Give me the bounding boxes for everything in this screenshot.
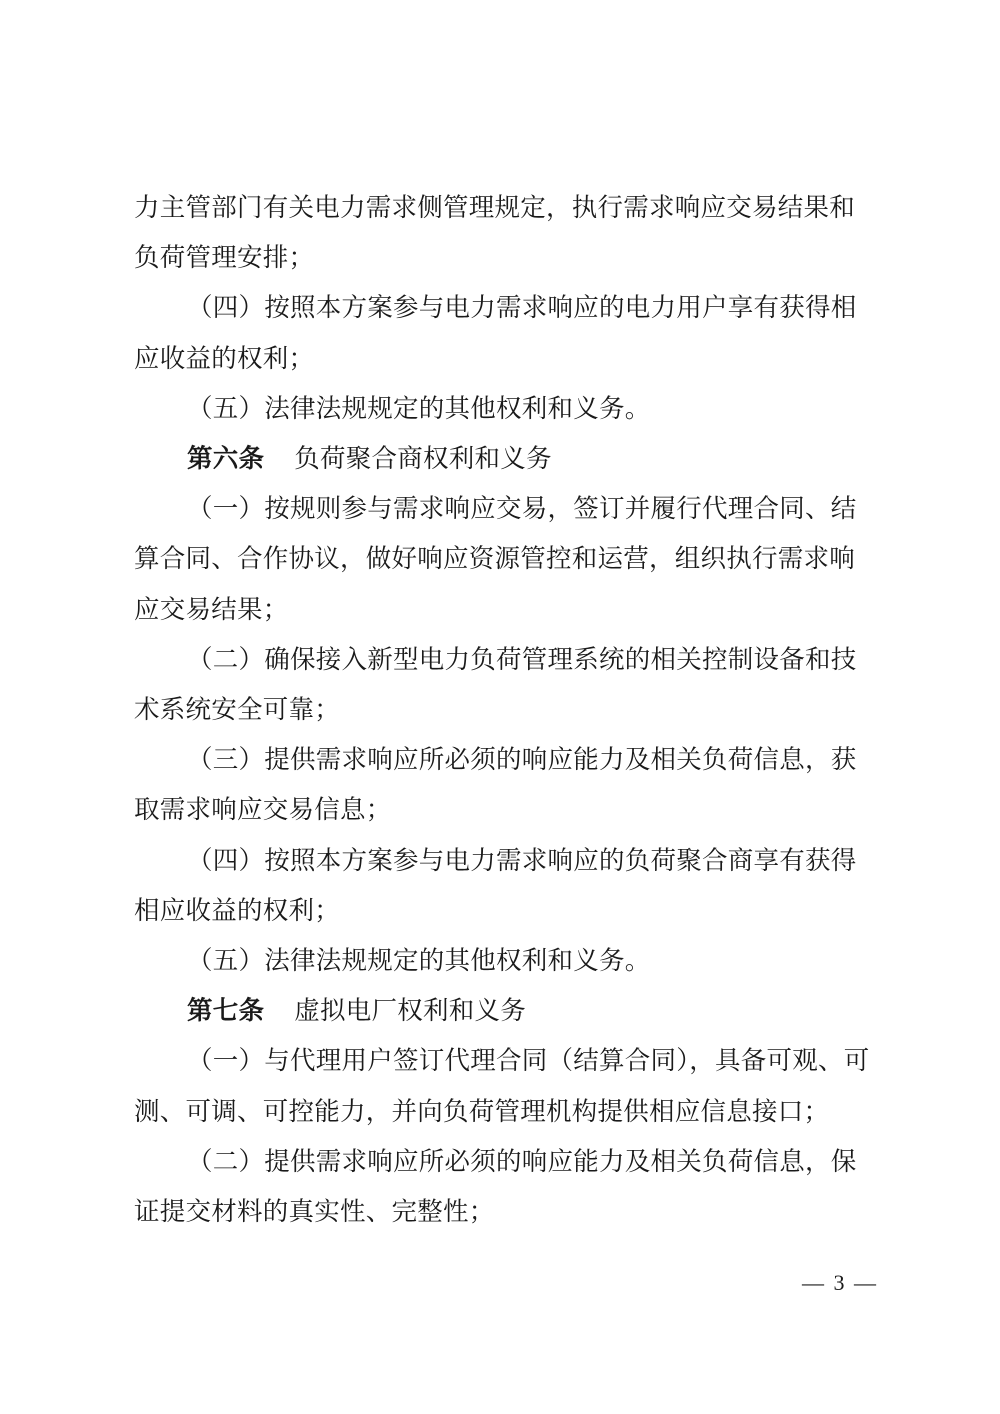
article-heading-7 [134,986,878,1036]
paragraph-item: （二）确保接入新型电力负荷管理系统的相关控制设备和技术系统安全可靠； [134,644,857,726]
article-number: 第六条 [187,444,265,475]
paragraph-item: （一）按规则参与需求响应交易，签订并履行代理合同、结算合同、合作协议，做好响应资源管控和运营，组织执行需求响应交易结果； [134,494,857,625]
paragraph-item: （二）提供需求响应所必须的响应能力及相关负荷信息，保证提交材料的真实性、完整性； [134,1146,857,1228]
paragraph-item: （四）按照本方案参与电力需求响应的电力用户享有获得相应收益的权利； [134,293,857,374]
article-title: 虚拟电厂权利和义务 [294,996,527,1027]
paragraph-item: （四）按照本方案参与电力需求响应的负荷聚合商享有获得相应收益的权利； [134,845,857,926]
paragraph-item: （一）与代理用户签订代理合同（结算合同），具备可观、可测、可调、可控能力，并向负荷管理机构提供相应信息接口； [134,1046,870,1127]
article-title: 负荷聚合商权利和义务 [294,444,552,475]
article-number: 第七条 [187,996,265,1027]
paragraph-item: （五）法律法规规定的其他权利和义务。 [187,946,651,977]
paragraph-item: （三）提供需求响应所必须的响应能力及相关负荷信息，获取需求响应交易信息； [134,745,857,826]
article-heading-6 [134,434,878,484]
page-number: — 3 — [802,1270,878,1295]
document-body [134,183,878,1237]
paragraph-continuation: 力主管部门有关电力需求侧管理规定，执行需求响应交易结果和负荷管理安排； [134,193,856,274]
paragraph-item: （五）法律法规规定的其他权利和义务。 [187,393,651,424]
